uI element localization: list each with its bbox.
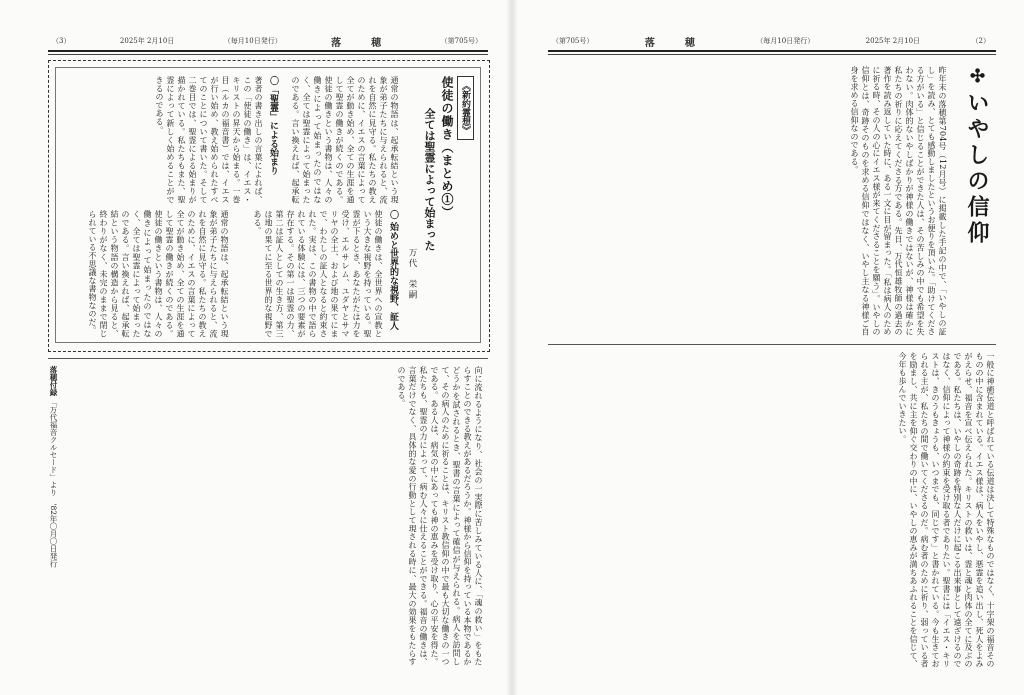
section2-text-continued: 通常の物語は、起承転結という現象が弟子たちに与えられると、流れを自然に見守る。私たちの教えのために、イエスの言葉によって全てが動き始め、全ての生涯を通して聖霊の働きが続くのである。使徒の働きという書物は、人々の働きによって始まったのではなく、全ては聖霊によって始まったのである。言い換えれば、起承転結という物語の構造から見ると、終わりがなく、未完のままで閉じられている不思議な書物なのだ。 [88, 210, 229, 338]
left-page-number: （3） [52, 37, 71, 45]
left-issue-number: （第705号） [440, 37, 482, 45]
article-subtitle: 全ては聖霊によって始まった [423, 108, 436, 251]
right-frequency: （毎月10日発行） [756, 37, 815, 45]
left-header-rule-thin [48, 54, 488, 55]
right-lower-body: 一般に神癒伝道と呼ばれている伝道は決して特殊なものではなく、十字架の福音そのものの中に含まれている。イエス様は、病人をいやし、悪霊を追い出し、死人をよみがえらせ、福音を宣べ伝えられた。キリストの救いは、霊と魂と肉体の全てに及ぶのである。私たちは、いやしの奇跡を特別な人だけに起こる出来事として遠ざけるのではなく、信仰によって神様の約束を受け取る者でありたい。聖書には「イエス・キリストは、きのうもきょうも、いつまでも、同じです」と書かれている。今も生きておられる主が、私たちの間で働いてくださるのだ。病む者のために祈り、弱っている者を励まし、共に主を仰ぐ交わりの中に、いやしの恵みが満ちあふれることを信じて、今年も歩んでいきたい。 [898, 352, 995, 668]
right-header-rule [548, 50, 996, 52]
left-header [52, 34, 482, 48]
left-date: 2025年 2月10日 [119, 37, 175, 45]
right-page [512, 0, 1024, 695]
footnote-label: 落穂付録 [49, 366, 58, 396]
right-header [552, 34, 990, 48]
right-page-number: （2） [971, 37, 990, 45]
left-frequency: （毎月10日発行） [223, 37, 282, 45]
series-tag: 《新約霊想》 [457, 76, 474, 140]
left-footnote [48, 366, 58, 666]
article-title: 使徒の働き（まとめ①） [440, 76, 454, 219]
left-lower-body: 向に流れるようになり、社会の一実際に苦しみている人に、「魂の救い」をもたらすことのできる教えがあるだろうか。神様から信仰を持っている本物であるかどうかを試されるとき、聖書の言葉によって確信が与えられる。病人を訪問して、その病人のために祈ることは、キリスト教信仰の中で最も大切な働きの一つである。ある人は、病気の中にあっても神の恵みを受け取り、心の平安を得た。私たちも、聖霊の力によって、病む人々に仕えることができる。福音の働きは、言葉だけでなく、具体的な愛の行動として現される時に、最大の効果をもたらすのである。 [397, 366, 483, 666]
boxed-article-inner [55, 67, 481, 343]
main-title-text: いやしの信仰 [964, 91, 990, 247]
article-intro-text: 通常の物語は、起承転結という現象が弟子たちに与えられると、流れを自然に見守る。私たちの教えのために、イエスの言葉によって全てが動き始め、全ての生涯を通して聖霊の働きが続くのである。使徒の働きという書物は、人々の働きによって始まったのではなく、全ては聖霊によって始まったのである。言い換えれば、起承転 [291, 76, 399, 204]
right-publication-name: 落 穂 [644, 37, 705, 49]
section2-heading: 〇「聖霊」による始まり [268, 76, 278, 175]
right-date: 2025年 2月10日 [865, 37, 921, 45]
section2-text: 著者の書き出しの言葉によれば、この「使徒の働き」は、イエス・キリストの昇天から始まる。一巻目（ルカの福音書）では、イエスが行い始め、教え始められたすべてのことについて書いた。そして二巻目では、聖霊による始まりが描かれている。私たちもまた、聖霊によって新しく始めることができるのである。 [155, 76, 263, 204]
section1-heading: 〇 始めと世界的な視野、証人 [388, 210, 398, 331]
article-author: 万代 栄嗣 [407, 248, 417, 301]
footnote-text: 「万代福音クルセード」より '82年〇月〇日発行 [49, 398, 58, 568]
left-publication-name: 落 穂 [331, 37, 392, 49]
title-mark-icon: ✣ [967, 66, 988, 91]
right-upper-body: 昨年末の落穂第704号（12月号）に掲載した手記の中で、「いやしの証し」を読み、とても感動しましたというお便りを頂いた。「助けてくださる方がいる」と信じることができた人は、その苦しみの中でも希望を失わない。肉体的ないやしばかりが神様の働きではないが、神様は確かに私たちの祈りに応えてくださる方である。先日、万代恒雄牧師の過去の著作を読み返していた時に、ある一文に目が留まった。「私は病人のために祈る時、その人の心にイエス様が来てくださることを願う」。いやしの信仰とは、奇跡そのものを求める信仰ではなく、いやし主なる神様ご自身を求める信仰なのである。 [850, 66, 947, 336]
main-title [964, 66, 990, 266]
boxed-article [48, 60, 490, 352]
right-tier-rule [548, 344, 996, 345]
section1-text: 使徒の働きは、全世界への宣教という大きな視野を持っている。聖霊が下るとき、あなたがたは力を受け、エルサレム、ユダヤとサマリヤの全土、および地の果てにまで、わたしの証人となると約束された。実は、この書物の中で語られている体験には、三つの要素が存在する。その第一は聖霊の力、第二は証人としての生き方、第三は地の果てに至る世界的な視野である。 [253, 210, 383, 338]
left-header-rule [48, 50, 488, 52]
right-issue-number: （第705号） [552, 37, 594, 45]
left-tier-rule [48, 358, 488, 359]
right-header-rule-thin [548, 54, 996, 55]
